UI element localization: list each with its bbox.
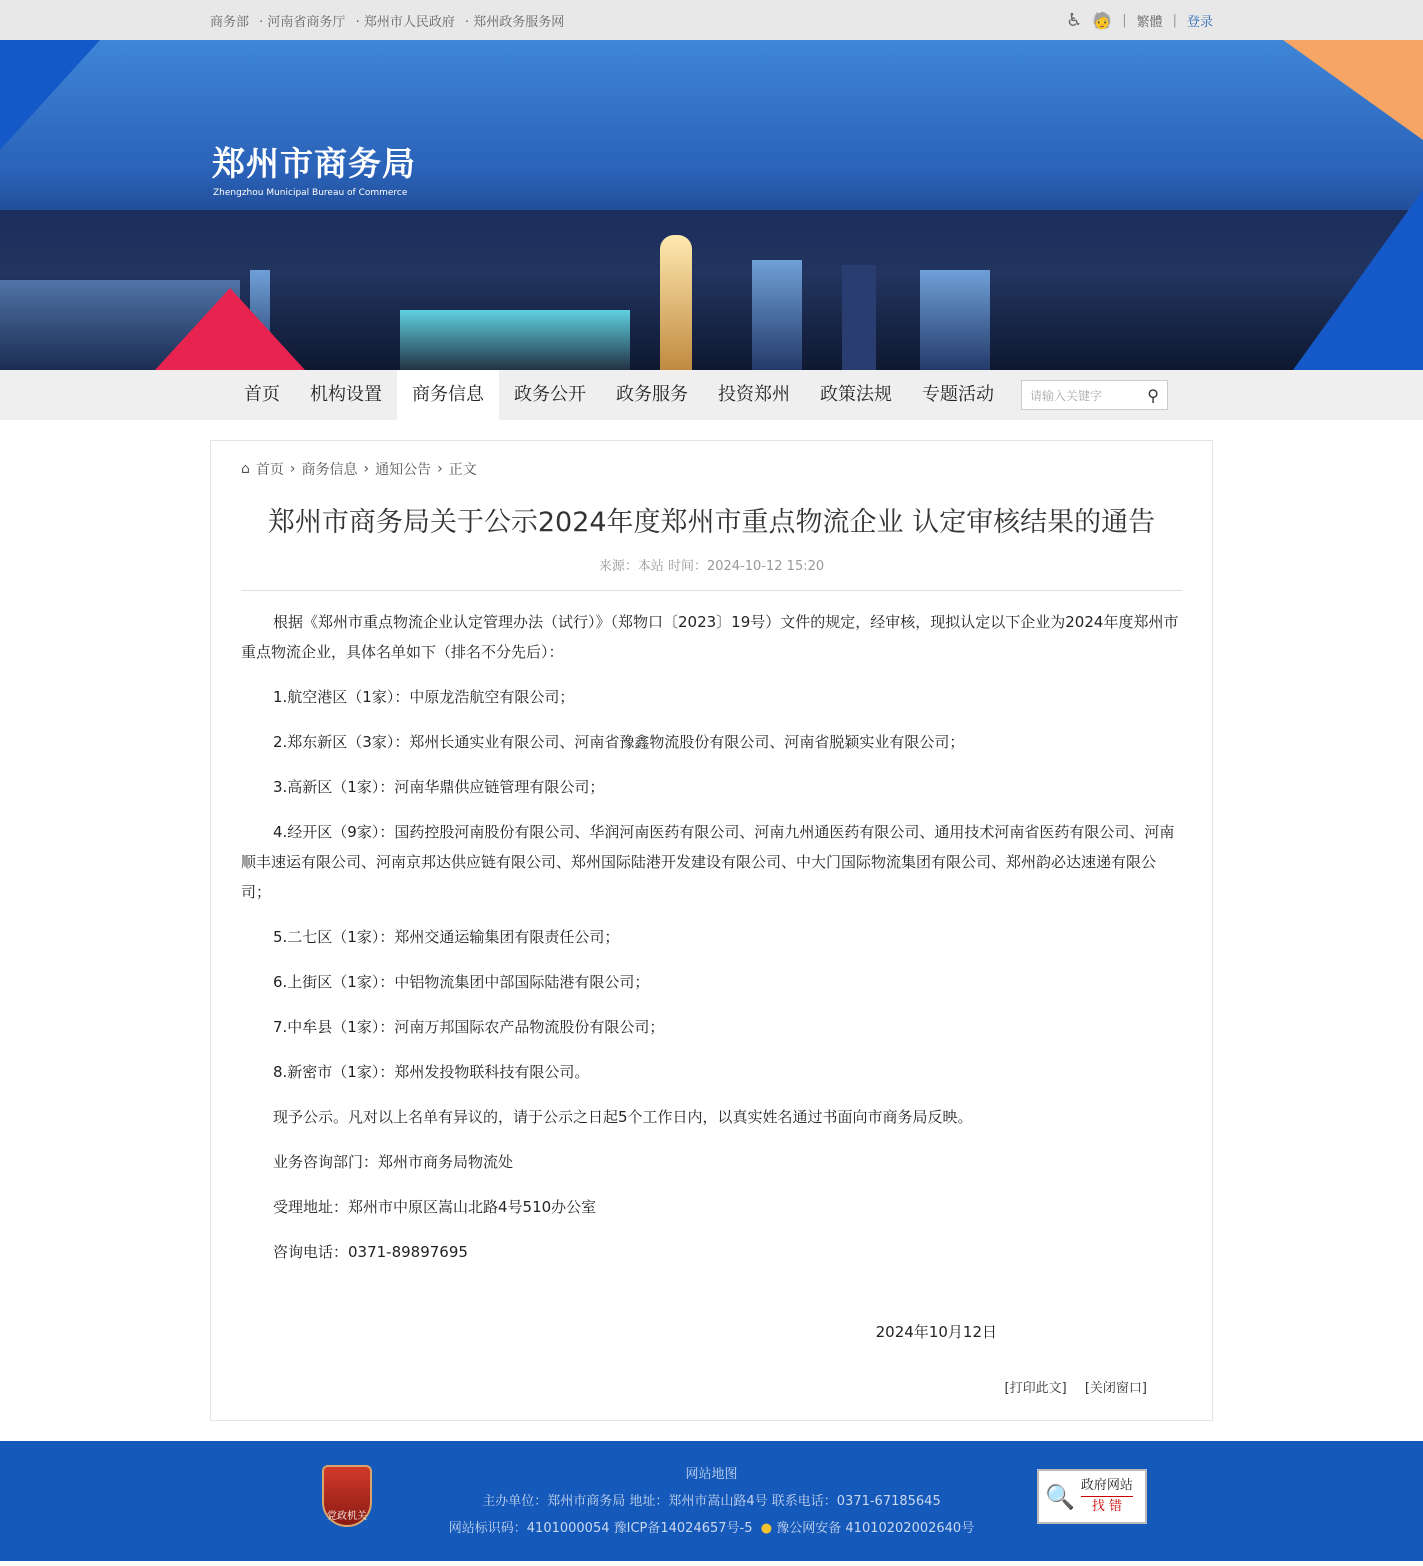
breadcrumb-notices[interactable]: 通知公告 [375,462,432,478]
paragraph: 3.高新区（1家）：河南华鼎供应链管理有限公司； [273,778,605,796]
site-logo-subtitle: Zhengzhou Municipal Bureau of Commerce [213,188,408,198]
paragraph: 2.郑东新区（3家）：郑州长通实业有限公司、河南省豫鑫物流股份有限公司、河南省脱颖实业有限公司； [273,733,965,751]
paragraph: 5.二七区（1家）：郑州交通运输集团有限责任公司； [273,928,620,946]
link-henan-commerce[interactable]: · 河南省商务厅 [259,14,346,30]
article-meta: 来源：本站 时间：2024-10-12 15:20 [241,555,1182,591]
footer-info: 主办单位：郑州市商务局 地址：郑州市嵩山路4号 联系电话：0371-67185645 [482,1494,941,1509]
search-icon[interactable]: ⚲ [1147,385,1159,405]
site-logo-title: 郑州市商务局 [212,144,416,183]
nav-home[interactable]: 首页 [244,384,280,405]
breadcrumb-commerce-info[interactable]: 商务信息 [301,462,358,478]
footer-police-record[interactable]: 豫公网安备 41010202002640号 [776,1521,975,1536]
breadcrumb: ⌂ 首页 › 商务信息 › 通知公告 › 正文 [241,461,477,478]
party-gov-emblem[interactable]: 党政机关 [322,1465,372,1527]
breadcrumb-home[interactable]: 首页 [255,462,284,478]
nav-gov-services[interactable]: 政务服务 [616,384,688,405]
link-zhengzhou-service[interactable]: · 郑州政务服务网 [464,14,565,30]
paragraph: 8.新密市（1家）：郑州发投物联科技有限公司。 [273,1063,590,1081]
link-zhengzhou-gov[interactable]: · 郑州市人民政府 [355,14,455,30]
nav-topics[interactable]: 专题活动 [922,384,994,405]
paragraph: 4.经开区（9家）：国药控股河南股份有限公司、华润河南医药有限公司、河南九州通医药有限公司、通用技术河南省医药有限公司、河南顺丰速运有限公司、河南京邦达供应链有限公司、郑州国际陆港开发建设有限公司、中大门国际物流集团有限公司、郑州韵必达速递有限公司； [241,823,1175,901]
sitemap-link[interactable]: 网站地图 [685,1467,738,1482]
police-badge-icon: ● [760,1521,773,1536]
paragraph: 受理地址：郑州市中原区嵩山北路4号510办公室 [273,1198,597,1216]
paragraph: 业务咨询部门：郑州市商务局物流处 [273,1153,514,1171]
traditional-chinese-link[interactable]: 繁體 [1136,14,1163,30]
magnifier-icon: 🔍 [1045,1482,1075,1511]
elderly-mode-icon[interactable]: 🧓 [1092,10,1113,30]
paragraph: 1.航空港区（1家）：中原龙浩航空有限公司； [273,688,575,706]
nav-invest[interactable]: 投资郑州 [718,384,790,405]
paragraph: 现予公示。凡对以上名单有异议的，请于公示之日起5个工作日内，以真实姓名通过书面向市商务局反映。 [273,1108,973,1126]
search-input[interactable]: 请输入关键字 [1030,388,1103,403]
footer-icp[interactable]: 网站标识码：4101000054 豫ICP备14024657号-5 [448,1521,753,1536]
nav-commerce-info[interactable]: 商务信息 [397,370,499,420]
login-link[interactable]: 登录 [1186,14,1213,30]
link-mofcom[interactable]: 商务部 [210,14,250,30]
article-title: 郑州市商务局关于公示2024年度郑州市重点物流企业 认定审核结果的通告 [267,507,1156,538]
paragraph: 6.上街区（1家）：中铝物流集团中部国际陆港有限公司； [273,973,650,991]
main-nav [0,370,1423,420]
close-window-button[interactable]: [关闭窗口] [1084,1381,1147,1396]
breadcrumb-current: 正文 [448,462,477,478]
paragraph: 根据《郑州市重点物流企业认定管理办法（试行）》（郑物口〔2023〕19号）文件的规定，经审核，现拟认定以下企业为2024年度郑州市重点物流企业，具体名单如下（排名不分先后）： [241,613,1179,661]
banner [0,40,1423,370]
footer [0,1441,1423,1561]
home-icon: ⌂ [241,461,250,477]
nav-gov-affairs-open[interactable]: 政务公开 [514,384,586,405]
accessibility-icon[interactable]: ♿ [1066,9,1083,31]
search-box[interactable] [1021,380,1168,410]
gov-site-error-report-button[interactable]: 🔍 政府网站 找 错 [1037,1469,1147,1524]
paragraph: 咨询电话：0371-89897695 [273,1243,468,1261]
nav-organization[interactable]: 机构设置 [310,384,382,405]
article-body [241,607,1182,1347]
nav-policies[interactable]: 政策法规 [820,384,892,405]
article-container [210,440,1213,1421]
top-bar: 商务部 · 河南省商务厅 · 郑州市人民政府 · 郑州政务服务网 ♿ 🧓 | 繁體 | 登录 [0,0,1423,40]
paragraph: 7.中牟县（1家）：河南万邦国际农产品物流股份有限公司； [273,1018,665,1036]
print-button[interactable]: [打印此文] [1004,1381,1067,1396]
article-date: 2024年10月12日 [875,1323,997,1341]
